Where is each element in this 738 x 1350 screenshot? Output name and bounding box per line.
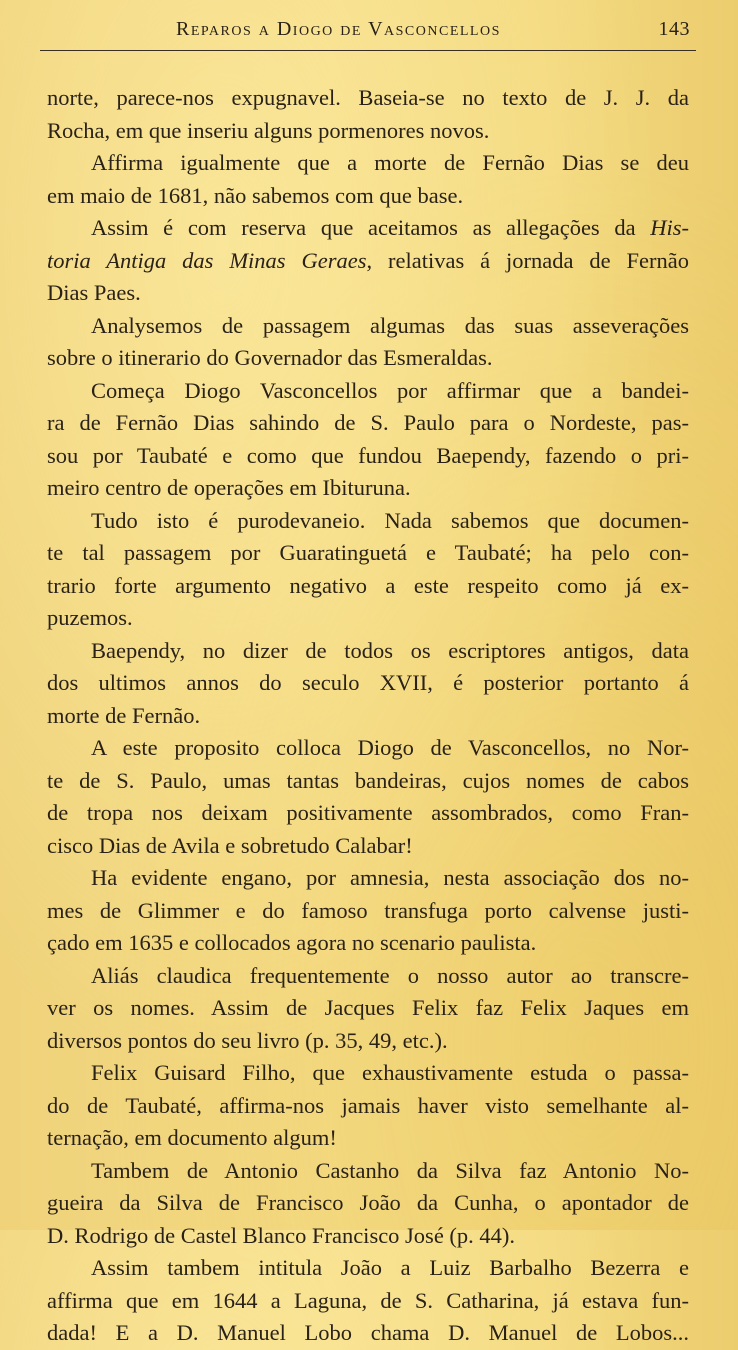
text-line: dos ultimos annos do seculo XVII, é posterior portanto á <box>47 670 689 695</box>
text-line: Aliás claudica frequentemente o nosso autor ao transcre- <box>91 962 689 988</box>
text-line: meiro centro de operações em Ibituruna. <box>47 475 411 500</box>
text-line: Rocha, em que inseriu alguns pormenores novos. <box>47 117 490 143</box>
text-line: te tal passagem por Guaratinguetá e Taubaté; ha pelo con- <box>47 540 689 565</box>
text-line: affirma que em 1644 a Laguna, de S. Catharina, já estava fun- <box>47 1287 689 1313</box>
text-line: norte, parece-nos expugnavel. Baseia-se no texto de J. J. da <box>47 85 689 110</box>
text-line: D. Rodrigo de Castel Blanco Francisco José (p. 44). <box>47 1222 516 1248</box>
text-line: Tudo isto é purodevaneio. Nada sabemos que documen- <box>91 507 689 533</box>
text-line: de tropa nos deixam positivamente assombrados, como Fran- <box>47 800 689 825</box>
text-line-part: toria Antiga das Minas Geraes, relativas á jornada de Fernão <box>47 247 689 273</box>
text-line: Felix Guisard Filho, que exhaustivamente estuda o passa- <box>91 1060 689 1085</box>
text-line: te de S. Paulo, umas tantas bandeiras, cujos nomes de cabos <box>47 767 689 793</box>
text-line: Assim tambem intitula João a Luiz Barbalho Bezerra e <box>91 1255 689 1280</box>
header-rule <box>40 50 696 51</box>
text-line: A este proposito colloca Diogo de Vasconcellos, no Nor- <box>91 735 689 760</box>
text-line: puzemos. <box>47 605 133 630</box>
text-line <box>47 212 689 277</box>
body-text <box>47 82 689 1350</box>
text-line: Começa Diogo Vasconcellos por affirmar que a bandei- <box>91 377 689 403</box>
text-line: Tambem de Antonio Castanho da Silva faz Antonio No- <box>91 1157 689 1183</box>
text-line: Analysemos de passagem algumas das suas asseverações <box>91 312 689 338</box>
running-title: Reparos a Diogo de Vasconcellos <box>176 18 501 40</box>
text-line: Affirma igualmente que a morte de Fernão Dias se deu <box>91 150 689 175</box>
text-line: Ha evidente engano, por amnesia, nesta associação dos no- <box>91 865 689 890</box>
text-line-part: Assim é com reserva que aceitamos as allegações da His- <box>91 215 689 240</box>
text-line: sou por Taubaté e como que fundou Baependy, fazendo o pri- <box>47 442 689 468</box>
text-line: Dias Paes. <box>47 280 141 305</box>
text-line: mes de Glimmer e do famoso transfuga porto calvense justi- <box>47 897 689 923</box>
text-line: dada! E a D. Manuel Lobo chama D. Manuel de Lobos... <box>47 1320 689 1345</box>
text-line: ra de Fernão Dias sahindo de S. Paulo para o Nordeste, pas- <box>47 410 689 435</box>
text-line: ver os nomes. Assim de Jacques Felix faz Felix Jaques em <box>47 995 689 1020</box>
page-number: 143 <box>658 18 690 40</box>
running-head <box>40 14 700 46</box>
text-line: Baependy, no dizer de todos os escriptores antigos, data <box>91 637 689 663</box>
text-line: ternação, em documento algum! <box>47 1125 337 1150</box>
text-line: em maio de 1681, não sabemos com que base. <box>47 182 464 208</box>
text-line: gueira da Silva de Francisco João da Cunha, o apontador de <box>47 1190 689 1215</box>
text-line: çado em 1635 e collocados agora no scenario paulista. <box>47 930 537 955</box>
text-line: cisco Dias de Avila e sobretudo Calabar! <box>47 832 413 858</box>
text-line: trario forte argumento negativo a este respeito como já ex- <box>47 572 689 598</box>
text-line: do de Taubaté, affirma-nos jamais haver visto semelhante al- <box>47 1092 689 1118</box>
text-line: diversos pontos do seu livro (p. 35, 49, etc.). <box>47 1027 448 1053</box>
text-line: sobre o itinerario do Governador das Esmeraldas. <box>47 345 493 370</box>
text-line: morte de Fernão. <box>47 702 201 728</box>
